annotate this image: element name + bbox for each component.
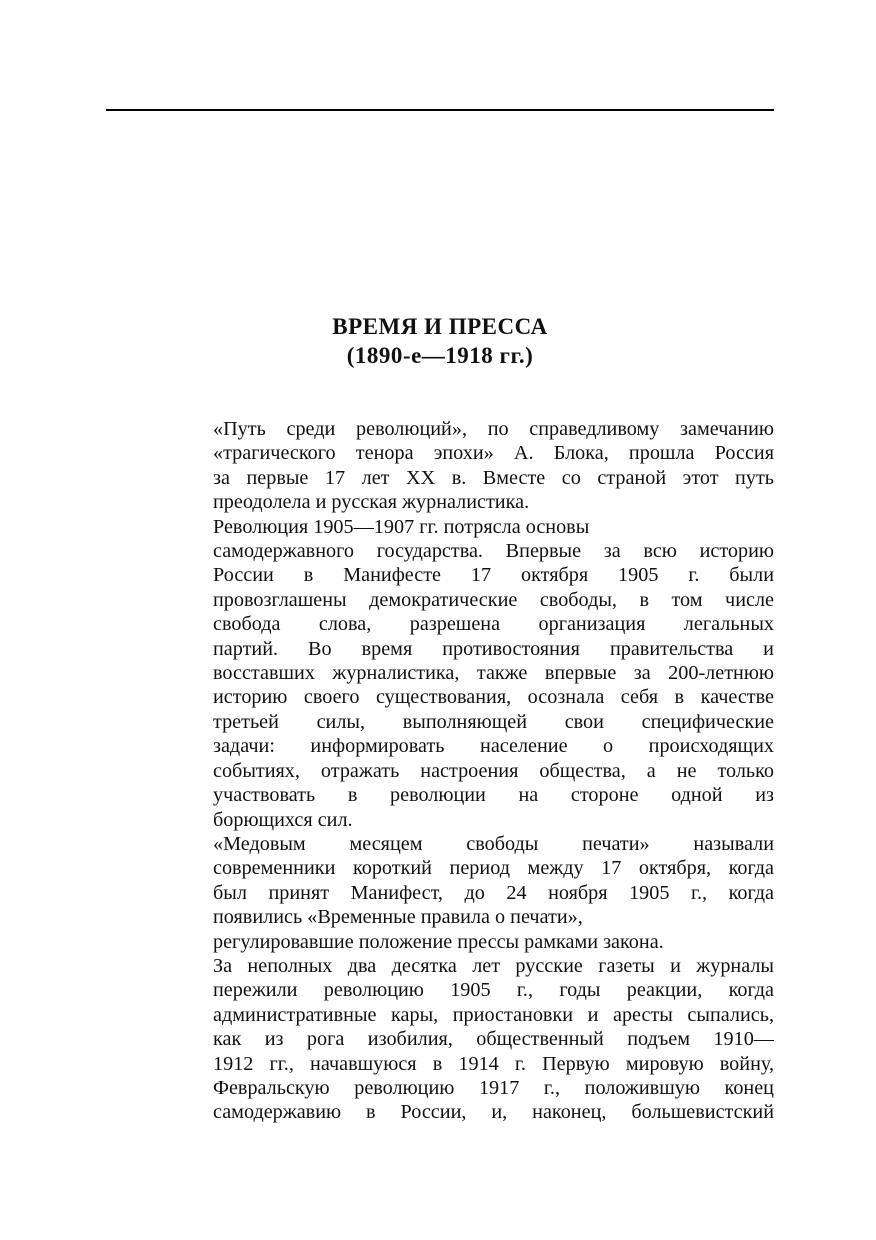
text-line: административные кары, приостановки и аресты сыпались, [213, 1003, 774, 1026]
text-line: самодержавию в России, и, наконец, большевистский [213, 1101, 774, 1124]
chapter-subtitle: (1890-е—1918 гг.) [346, 343, 534, 368]
text-line: «Медовым месяцем свободы печати» называли [213, 832, 774, 855]
text-line: За неполных два десятка лет русские газеты и журналы [213, 954, 774, 977]
text-line: самодержавного государства. Впервые за всю историю [213, 540, 774, 563]
text-line: появились «Временные правила о печати», [213, 906, 583, 929]
text-line: был принят Манифест, до 24 ноября 1905 г., когда [213, 881, 774, 904]
paragraph [213, 954, 774, 1125]
text-line: восставших журналистика, также впервые за 200-летнюю [213, 662, 774, 685]
text-line: как из рога изобилия, общественный подъем 1910— [213, 1028, 774, 1051]
paragraph [213, 417, 774, 515]
text-line: участвовать в революции на стороне одной из [213, 784, 774, 807]
text-line: свобода слова, разрешена организация легальных [213, 613, 774, 636]
text-line: «трагического тенора эпохи» А. Блока, прошла Россия [213, 442, 774, 465]
text-line: современники короткий период между 17 октября, когда [213, 857, 774, 880]
text-line: Февральскую революцию 1917 г., положившую конец [213, 1076, 774, 1099]
text-line: Революция 1905—1907 гг. потрясла основы [213, 515, 590, 538]
text-line: за первые 17 лет XX в. Вместе со страной этот путь [213, 466, 774, 489]
text-line: событиях, отражать настроения общества, а не только [213, 759, 774, 782]
text-line: России в Манифесте 17 октября 1905 г. были [213, 564, 774, 587]
text-line: историю своего существования, осознала себя в качестве [213, 686, 774, 709]
text-line: партий. Во время противостояния правительства и [213, 637, 774, 660]
text-line: регулировавшие положение прессы рамками закона. [213, 930, 664, 953]
text-line: задачи: информировать население о происходящих [213, 735, 774, 758]
text-line: провозглашены демократические свободы, в том числе [213, 588, 774, 611]
chapter-heading [106, 312, 774, 370]
text-line: третьей силы, выполняющей свои специфические [213, 710, 774, 733]
text-line: «Путь среди революций», по справедливому замечанию [213, 418, 774, 440]
text-line: борющихся сил. [213, 808, 353, 831]
text-line: преодолела и русская журналистика. [213, 491, 530, 514]
body-text [213, 417, 774, 1125]
chapter-title: ВРЕМЯ И ПРЕССА [332, 314, 548, 339]
paragraph [213, 832, 774, 954]
top-rule [106, 109, 774, 111]
text-line: 1912 гг., начавшуюся в 1914 г. Первую мировую войну, [213, 1052, 774, 1075]
paragraph [213, 515, 774, 832]
text-line: пережили революцию 1905 г., годы реакции, когда [213, 979, 774, 1002]
